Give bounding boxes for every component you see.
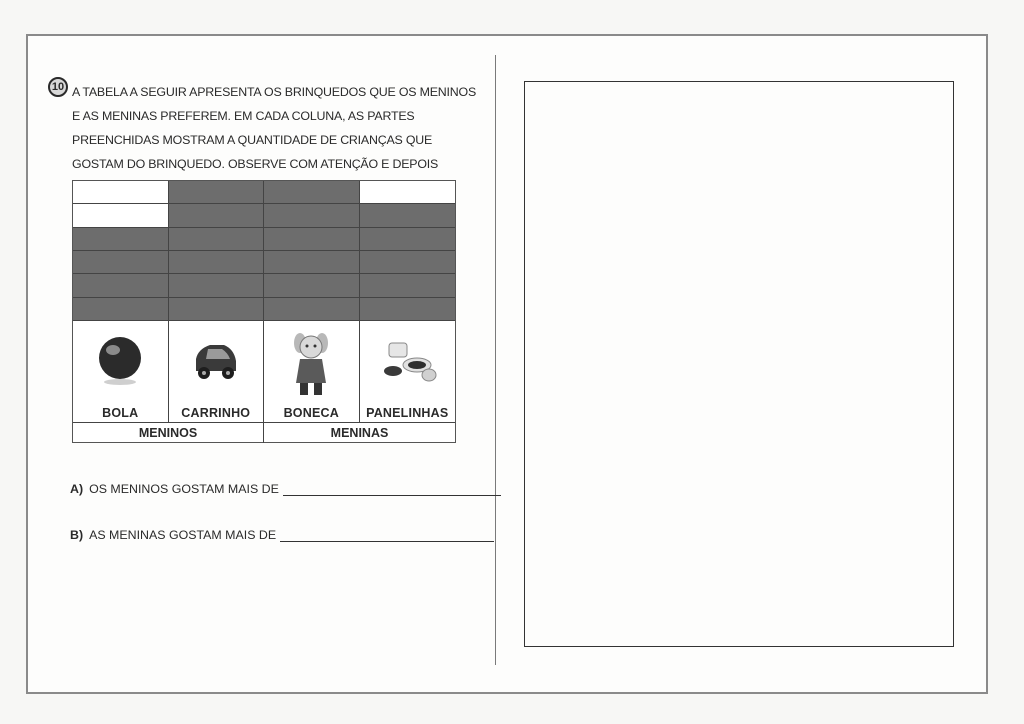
answer-a-letter: A) bbox=[70, 482, 84, 496]
chart-cell-panelinhas-4 bbox=[360, 228, 456, 251]
chart-grid bbox=[73, 181, 455, 321]
toy-car-icon bbox=[188, 331, 244, 387]
toy-label-car: CARRINHO bbox=[181, 406, 251, 420]
chart-cell-bola-6 bbox=[73, 181, 169, 204]
toy-label-pans: PANELINHAS bbox=[366, 406, 449, 420]
ball-icon bbox=[95, 331, 145, 387]
question-text: A TABELA A SEGUIR APRESENTA OS BRINQUEDOS QUE OS MENINOS E AS MENINAS PREFEREM. EM CADA COLUNA, AS PARTES PREENCHIDAS MOSTRAM A QUANTIDADE DE CRIANÇAS QUE GOSTAM DO BRINQUEDO. OBSERVE COM ATENÇÃO E DEPOIS bbox=[72, 85, 477, 171]
page-divider bbox=[495, 55, 496, 665]
toy-column-doll bbox=[264, 321, 360, 422]
answer-b bbox=[70, 528, 494, 542]
toy-preference-chart bbox=[72, 180, 456, 443]
toy-column-ball bbox=[73, 321, 169, 422]
answer-b-blank[interactable] bbox=[280, 529, 494, 542]
toy-pans-icon bbox=[375, 331, 439, 387]
chart-cell-boneca-6 bbox=[264, 181, 360, 204]
answer-a-blank[interactable] bbox=[283, 483, 501, 496]
chart-cell-carrinho-1 bbox=[169, 298, 265, 321]
chart-cell-carrinho-5 bbox=[169, 204, 265, 227]
chart-cell-bola-4 bbox=[73, 228, 169, 251]
chart-cell-bola-5 bbox=[73, 204, 169, 227]
chart-cell-bola-2 bbox=[73, 274, 169, 297]
group-row bbox=[73, 422, 455, 443]
chart-cell-panelinhas-1 bbox=[360, 298, 456, 321]
answer-a bbox=[70, 482, 501, 496]
chart-cell-carrinho-2 bbox=[169, 274, 265, 297]
chart-cell-panelinhas-3 bbox=[360, 251, 456, 274]
chart-cell-bola-3 bbox=[73, 251, 169, 274]
chart-cell-carrinho-4 bbox=[169, 228, 265, 251]
doll-icon bbox=[286, 327, 336, 399]
chart-cell-panelinhas-5 bbox=[360, 204, 456, 227]
chart-cell-boneca-4 bbox=[264, 228, 360, 251]
group-label-girls: MENINAS bbox=[330, 426, 389, 440]
group-label-boys: MENINOS bbox=[73, 423, 264, 443]
chart-cell-carrinho-3 bbox=[169, 251, 265, 274]
drawing-box[interactable] bbox=[524, 81, 954, 647]
chart-cell-panelinhas-6 bbox=[360, 181, 456, 204]
chart-cell-bola-1 bbox=[73, 298, 169, 321]
answer-a-text: OS MENINOS GOSTAM MAIS DE bbox=[89, 482, 279, 496]
toy-row bbox=[73, 321, 455, 422]
answer-b-letter: B) bbox=[70, 528, 84, 542]
chart-cell-boneca-2 bbox=[264, 274, 360, 297]
toy-label-doll: BONECA bbox=[283, 406, 339, 420]
answer-b-text: AS MENINAS GOSTAM MAIS DE bbox=[89, 528, 277, 542]
chart-cell-boneca-5 bbox=[264, 204, 360, 227]
chart-cell-boneca-3 bbox=[264, 251, 360, 274]
toy-column-pans bbox=[360, 321, 456, 422]
toy-label-ball: BOLA bbox=[102, 406, 139, 420]
chart-cell-panelinhas-2 bbox=[360, 274, 456, 297]
chart-cell-carrinho-6 bbox=[169, 181, 265, 204]
toy-column-car bbox=[169, 321, 265, 422]
chart-cell-boneca-1 bbox=[264, 298, 360, 321]
question-number-badge: 10 bbox=[48, 77, 68, 97]
